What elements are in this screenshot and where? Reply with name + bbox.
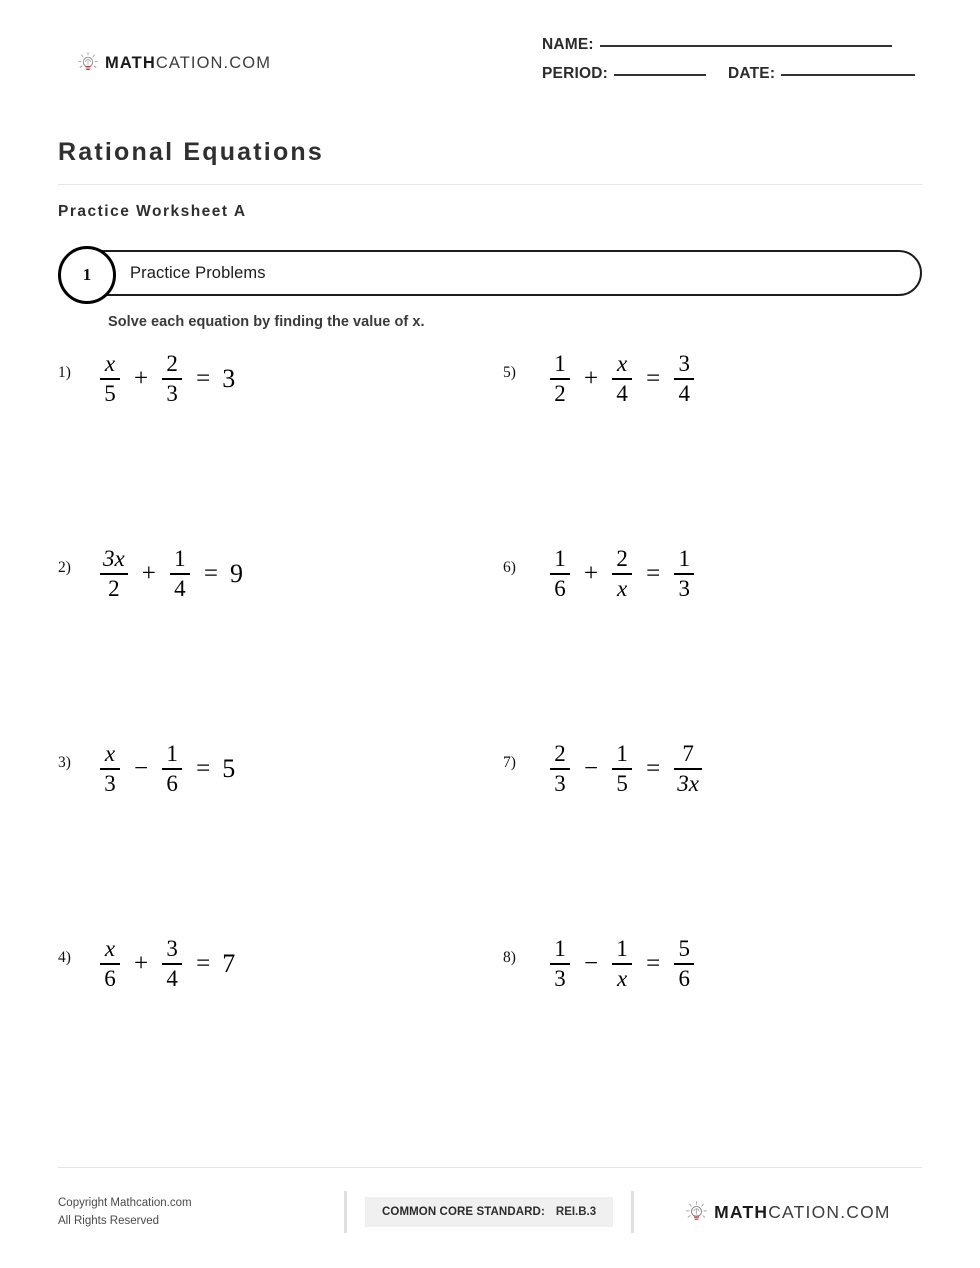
page-subtitle: Practice Worksheet A <box>58 203 247 220</box>
answer-work-area[interactable] <box>704 742 922 892</box>
equation-operator: + <box>584 365 599 393</box>
answer-work-area[interactable] <box>696 937 922 1087</box>
fraction <box>674 742 702 795</box>
student-info-fields <box>542 36 922 94</box>
fraction-numerator: 3 <box>678 351 690 376</box>
problem-number: 8) <box>503 949 516 966</box>
fraction-denominator: 3x <box>677 770 699 796</box>
brand-light-text: CATION.COM <box>155 53 272 72</box>
fraction <box>162 937 182 990</box>
fraction-numerator: 3x <box>103 546 125 571</box>
fraction-bar <box>612 768 632 770</box>
copyright-text <box>58 1194 344 1231</box>
fraction-bar <box>612 963 632 965</box>
fraction-denominator: 3 <box>678 575 690 601</box>
common-core-label: COMMON CORE STANDARD: <box>382 1206 545 1218</box>
problem-equation <box>548 352 696 405</box>
fraction-denominator: 4 <box>616 380 628 406</box>
fraction-bar <box>162 963 182 965</box>
problem-equation <box>548 742 704 795</box>
section-banner <box>58 250 922 296</box>
equation-operator: = <box>646 755 661 783</box>
footer-brand-bold-text: MATH <box>714 1201 769 1222</box>
fraction-numerator: 1 <box>554 936 566 961</box>
fraction-bar <box>674 573 694 575</box>
fraction-denominator: 3 <box>166 380 178 406</box>
fraction <box>100 937 120 990</box>
answer-work-area[interactable] <box>235 742 503 892</box>
fraction <box>612 937 632 990</box>
equation-operator: = <box>196 755 211 783</box>
fraction <box>612 742 632 795</box>
equation-value: 3 <box>222 363 236 393</box>
title-divider <box>58 184 922 185</box>
equation-value: 5 <box>222 753 236 783</box>
fraction-denominator: x <box>617 575 628 601</box>
fraction-bar <box>162 768 182 770</box>
fraction <box>612 547 632 600</box>
problem-number: 2) <box>58 559 71 576</box>
fraction-numerator: 1 <box>174 546 186 571</box>
copyright-line-2: All Rights Reserved <box>58 1215 159 1227</box>
equation-operator: = <box>646 560 661 588</box>
problem-number: 1) <box>58 364 71 381</box>
fraction-bar <box>170 573 190 575</box>
copyright-line-1: Copyright Mathcation.com <box>58 1196 192 1209</box>
fraction-denominator: 3 <box>554 965 566 991</box>
fraction <box>550 742 570 795</box>
fraction-bar <box>674 378 694 380</box>
answer-work-area[interactable] <box>696 352 922 502</box>
equation-operator: = <box>196 950 211 978</box>
fraction-bar <box>550 378 570 380</box>
fraction-denominator: 5 <box>104 380 116 406</box>
brand-bold-text: MATH <box>105 53 156 72</box>
fraction <box>612 352 632 405</box>
equation-operator: − <box>584 755 599 783</box>
page-footer <box>58 1167 922 1234</box>
problem-equation <box>98 937 235 990</box>
fraction-bar <box>674 768 702 770</box>
fraction-denominator: 6 <box>104 965 116 991</box>
fraction <box>550 937 570 990</box>
fraction-denominator: 2 <box>108 575 120 601</box>
fraction-numerator: 2 <box>166 351 178 376</box>
fraction <box>162 742 182 795</box>
fraction-numerator: 5 <box>678 936 690 961</box>
common-core-badge <box>365 1197 613 1227</box>
fraction-numerator: x <box>104 936 116 961</box>
problem-item <box>503 937 922 1132</box>
problem-item <box>503 547 922 742</box>
equation-operator: + <box>584 560 599 588</box>
fraction <box>100 742 120 795</box>
fraction-bar <box>674 963 694 965</box>
fraction <box>550 352 570 405</box>
problems-grid <box>58 352 922 1132</box>
equation-operator: = <box>646 950 661 978</box>
fraction-denominator: 4 <box>166 965 178 991</box>
period-label: PERIOD: <box>542 65 608 82</box>
problem-equation <box>548 547 696 600</box>
fraction <box>674 352 694 405</box>
fraction-bar <box>100 768 120 770</box>
section-number-badge: 1 <box>58 246 116 304</box>
footer-divider <box>58 1167 922 1168</box>
date-label: DATE: <box>728 65 776 82</box>
page-title: Rational Equations <box>58 138 325 166</box>
fraction-bar <box>550 963 570 965</box>
fraction <box>100 547 128 600</box>
date-input[interactable] <box>781 74 915 76</box>
fraction-denominator: 3 <box>554 770 566 796</box>
equation-operator: + <box>134 365 149 393</box>
fraction <box>170 547 190 600</box>
equation-value: 7 <box>222 948 236 978</box>
answer-work-area[interactable] <box>243 547 503 697</box>
answer-work-area[interactable] <box>235 352 503 502</box>
problem-number: 7) <box>503 754 516 771</box>
equation-operator: = <box>196 365 211 393</box>
problem-equation <box>98 742 235 795</box>
name-input[interactable] <box>600 45 892 47</box>
answer-work-area[interactable] <box>696 547 922 697</box>
page-header <box>58 0 922 110</box>
fraction <box>100 352 120 405</box>
fraction-bar <box>100 963 120 965</box>
fraction-numerator: 1 <box>166 741 178 766</box>
fraction-denominator: 6 <box>554 575 566 601</box>
fraction-denominator: 3 <box>104 770 116 796</box>
fraction-numerator: 7 <box>682 741 694 766</box>
problem-item <box>58 742 503 937</box>
fraction-bar <box>612 573 632 575</box>
fraction-numerator: x <box>104 351 116 376</box>
fraction-numerator: 1 <box>678 546 690 571</box>
lightbulb-icon <box>78 52 98 74</box>
fraction-denominator: 5 <box>616 770 628 796</box>
fraction-denominator: 2 <box>554 380 566 406</box>
fraction-numerator: x <box>104 741 116 766</box>
fraction-bar <box>612 378 632 380</box>
footer-separator-left <box>344 1191 347 1233</box>
fraction-denominator: x <box>617 965 628 991</box>
problem-equation <box>548 937 696 990</box>
equation-operator: − <box>584 950 599 978</box>
equation-operator: = <box>646 365 661 393</box>
fraction-numerator: 1 <box>616 936 628 961</box>
fraction <box>674 937 694 990</box>
fraction-numerator: 1 <box>616 741 628 766</box>
period-input[interactable] <box>614 74 706 76</box>
fraction-bar <box>100 573 128 575</box>
problem-item <box>58 547 503 742</box>
problem-equation <box>98 547 243 600</box>
fraction <box>550 547 570 600</box>
problem-number: 4) <box>58 949 71 966</box>
problem-equation <box>98 352 235 405</box>
problem-item <box>58 352 503 547</box>
fraction-bar <box>162 378 182 380</box>
problem-item <box>503 352 922 547</box>
fraction-numerator: 1 <box>554 546 566 571</box>
footer-separator-right <box>631 1191 634 1233</box>
problem-number: 6) <box>503 559 516 576</box>
common-core-value: REI.B.3 <box>555 1206 597 1218</box>
fraction-denominator: 4 <box>174 575 186 601</box>
fraction-numerator: x <box>617 351 628 376</box>
section-label: Practice Problems <box>130 263 266 282</box>
footer-brand-wordmark <box>714 1202 891 1223</box>
section-banner-pill <box>70 250 922 296</box>
fraction <box>674 547 694 600</box>
problem-number: 3) <box>58 754 71 771</box>
fraction-denominator: 4 <box>678 380 690 406</box>
brand-logo <box>78 52 271 74</box>
fraction-denominator: 6 <box>166 770 178 796</box>
equation-value: 9 <box>229 558 243 588</box>
fraction-denominator: 6 <box>678 965 690 991</box>
instructions-text: Solve each equation by finding the value of x. <box>108 314 425 330</box>
equation-operator: − <box>134 755 149 783</box>
fraction-bar <box>550 768 570 770</box>
problem-item <box>58 937 503 1132</box>
fraction <box>162 352 182 405</box>
fraction-numerator: 2 <box>554 741 566 766</box>
answer-work-area[interactable] <box>235 937 503 1087</box>
footer-brand-logo <box>686 1201 891 1223</box>
fraction-numerator: 1 <box>554 351 566 376</box>
period-date-field-row <box>542 65 922 83</box>
equation-operator: + <box>141 560 156 588</box>
name-field-row <box>542 36 922 54</box>
fraction-bar <box>100 378 120 380</box>
problem-number: 5) <box>503 364 516 381</box>
footer-brand-light-text: CATION.COM <box>768 1201 891 1222</box>
lightbulb-icon <box>686 1201 706 1223</box>
fraction-bar <box>550 573 570 575</box>
problem-item <box>503 742 922 937</box>
equation-operator: + <box>134 950 149 978</box>
equation-operator: = <box>203 560 218 588</box>
fraction-numerator: 3 <box>166 936 178 961</box>
brand-wordmark <box>105 54 271 73</box>
name-label: NAME: <box>542 36 594 53</box>
fraction-numerator: 2 <box>616 546 628 571</box>
